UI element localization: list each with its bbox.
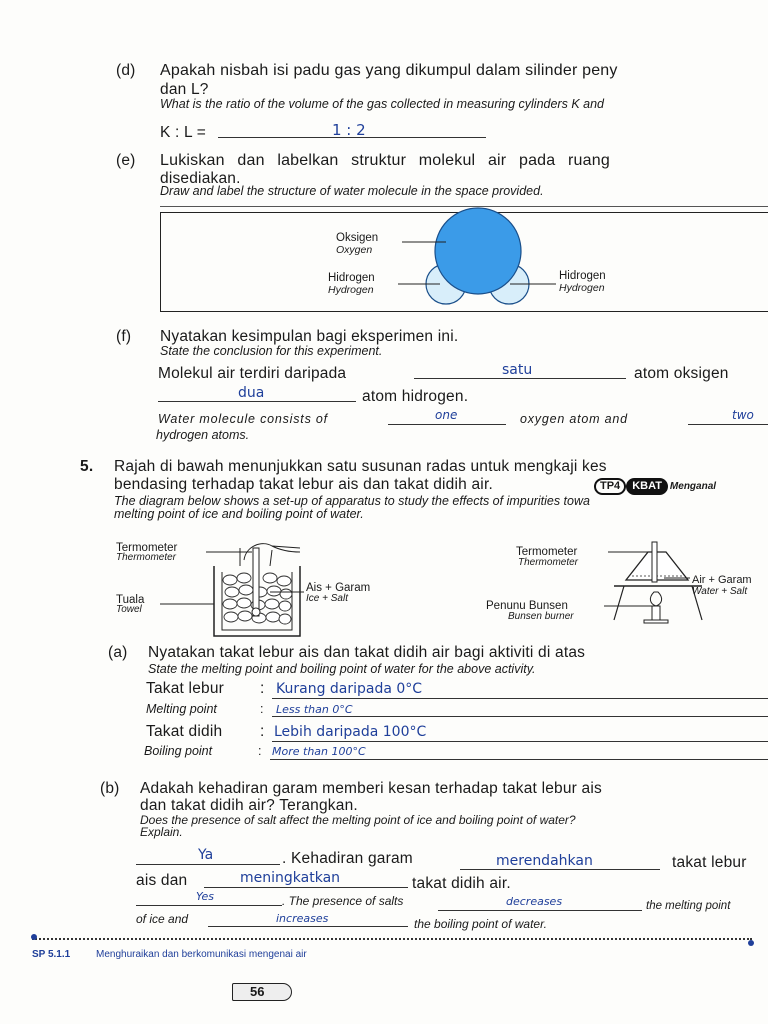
q5-intro-en-1: The diagram below shows a set-up of apparatus to study the effects of impurities towa: [114, 494, 590, 508]
q5-intro-ms-1: Rajah di bawah menunjukkan satu susunan radas untuk mengkaji kes: [114, 458, 607, 475]
oxygen-label-ms: Oksigen: [336, 232, 379, 244]
q5b-sentence-en-3: of ice and: [136, 912, 189, 926]
q5b-answer-line-6: [208, 926, 408, 927]
left-thermometer-label-en: Thermometer: [116, 552, 177, 563]
page-number: 56: [250, 984, 265, 999]
q5-intro-en-2: melting point of ice and boiling point of water.: [114, 507, 364, 521]
footer-rule-dot-right: [748, 940, 754, 946]
q5-number: 5.: [80, 458, 94, 475]
q-d-question-ms-2: dan L?: [160, 81, 209, 98]
boiling-point-label-en: Boiling point: [144, 744, 213, 758]
melting-answer-line-ms: [272, 698, 768, 699]
melting-colon: :: [260, 680, 265, 697]
boiling-point-label-ms: Takat didih: [146, 723, 223, 740]
hydrogen-left-label-en: Hydrogen: [328, 284, 374, 296]
q5b-answer-line-1: [136, 864, 280, 865]
ice-salt-label-ms: Ais + Garam: [306, 582, 371, 594]
q-d-question-en: What is the ratio of the volume of the gas collected in measuring cylinders K and: [160, 97, 604, 111]
boiling-answer-ms[interactable]: Lebih daripada 100°C: [274, 724, 427, 740]
q5a-question-en: State the melting point and boiling point of water for the above activity.: [148, 662, 536, 676]
bunsen-setup: [614, 542, 702, 623]
bunsen-label-ms: Penunu Bunsen: [486, 600, 568, 612]
ice-salt-label-en: Ice + Salt: [306, 593, 348, 604]
q5b-question-ms-2: dan takat didih air? Terangkan.: [140, 797, 358, 814]
melting-answer-line-en: [272, 716, 768, 717]
q5b-answer-line-4: [136, 905, 282, 906]
boiling-colon: :: [260, 723, 265, 740]
q5b-question-en-1: Does the presence of salt affect the melting point of ice and boiling point of water?: [140, 813, 576, 827]
melting-point-label-en: Melting point: [146, 702, 217, 716]
q-f-answer-ms-1[interactable]: satu: [502, 362, 533, 378]
oxygen-label-en: Oxygen: [336, 244, 373, 256]
q-f-answer-en-2[interactable]: two: [732, 408, 754, 422]
footer-text: Menghuraikan dan berkomunikasi mengenai air: [96, 949, 307, 960]
q5b-sentence-ms-2: takat lebur: [672, 854, 747, 871]
q5a-question-ms: Nyatakan takat lebur ais dan takat didih air bagi aktiviti di atas: [148, 644, 586, 661]
boiling-colon-en: :: [258, 744, 262, 758]
q-d-ratio-prefix: K : L =: [160, 124, 207, 141]
q5b-answer-line-5: [438, 910, 642, 911]
right-thermometer-label-en: Thermometer: [518, 557, 579, 568]
q-d-label: (d): [116, 62, 136, 79]
melting-colon-en: :: [260, 702, 264, 716]
water-salt-label-en: Water + Salt: [692, 586, 748, 597]
q-f-sentence-en-1: Water molecule consists of: [158, 412, 328, 426]
towel-label-en: Towel: [116, 604, 142, 615]
footer-rule-dot-left: [31, 934, 37, 940]
q5a-label: (a): [108, 644, 128, 661]
melting-answer-ms[interactable]: Kurang daripada 0°C: [276, 681, 423, 697]
q-f-sentence-ms-3: atom hidrogen.: [362, 388, 469, 405]
q-f-sentence-ms-1: Molekul air terdiri daripada: [158, 365, 347, 382]
q5b-answer-2[interactable]: merendahkan: [496, 853, 593, 869]
boiling-answer-line-en: [270, 759, 768, 760]
q-e-question-ms-2: disediakan.: [160, 170, 241, 187]
q-f-sentence-en-3: hydrogen atoms.: [156, 428, 250, 442]
q-f-label: (f): [116, 328, 132, 345]
q5b-label: (b): [100, 780, 120, 797]
q-f-sentence-en-2: oxygen atom and: [520, 412, 628, 426]
q5b-answer-6[interactable]: increases: [276, 912, 329, 925]
q5b-sentence-ms-3: ais dan: [136, 872, 188, 889]
right-thermometer-label-ms: Termometer: [516, 546, 578, 558]
footer-dotted-rule: [32, 938, 752, 940]
q5b-sentence-en-2: the melting point: [646, 900, 731, 912]
q5b-answer-4[interactable]: Yes: [196, 890, 215, 903]
q5-intro-ms-2: bendasing terhadap takat lebur ais dan takat didih air.: [114, 476, 493, 493]
q5b-sentence-en-4: the boiling point of water.: [414, 917, 547, 931]
q-d-question-ms: Apakah nisbah isi padu gas yang dikumpul dalam silinder peny: [160, 62, 618, 79]
q5b-question-en-2: Explain.: [140, 825, 183, 839]
q5b-question-ms-1: Adakah kehadiran garam memberi kesan terhadap takat lebur ais: [140, 780, 602, 797]
towel-label-ms: Tuala: [116, 594, 145, 606]
melting-answer-en[interactable]: Less than 0°C: [276, 703, 353, 716]
badge-caption: Menganal: [669, 481, 717, 492]
q-e-question-ms: Lukiskan dan labelkan struktur molekul air pada ruang: [160, 152, 610, 169]
q-f-question-en: State the conclusion for this experiment.: [160, 344, 383, 358]
q5b-answer-5[interactable]: decreases: [506, 895, 563, 908]
kbat-badge: KBAT: [626, 478, 668, 495]
boiling-answer-line-ms: [272, 741, 768, 742]
ice-beaker: [214, 544, 300, 636]
hydrogen-left-label-ms: Hidrogen: [328, 272, 375, 284]
q5b-answer-line-2: [460, 869, 660, 870]
q5b-sentence-ms-1: . Kehadiran garam: [282, 850, 413, 867]
bunsen-label-en: Bunsen burner: [508, 611, 574, 622]
q5b-sentence-ms-4: takat didih air.: [412, 875, 511, 892]
q5b-sentence-en-1: . The presence of salts: [282, 894, 404, 908]
q-f-sentence-ms-2: atom oksigen: [634, 365, 729, 382]
q-e-label: (e): [116, 152, 136, 169]
hydrogen-right-label-ms: Hidrogen: [559, 270, 606, 282]
q-f-question-ms: Nyatakan kesimpulan bagi eksperimen ini.: [160, 328, 459, 345]
water-salt-label-ms: Air + Garam: [692, 574, 752, 586]
boiling-answer-en[interactable]: More than 100°C: [272, 745, 366, 758]
q5b-answer-3[interactable]: meningkatkan: [240, 870, 341, 886]
q5b-answer-line-3: [204, 887, 408, 888]
left-thermometer-label-ms: Termometer: [116, 542, 178, 554]
footer-code: SP 5.1.1: [32, 949, 71, 960]
melting-point-label-ms: Takat lebur: [146, 680, 225, 697]
tp4-badge: TP4: [594, 478, 626, 495]
q-f-answer-en-1[interactable]: one: [435, 408, 458, 422]
q-f-answer-ms-2[interactable]: dua: [238, 385, 265, 401]
q5b-answer-1[interactable]: Ya: [198, 847, 214, 863]
q-e-question-en: Draw and label the structure of water molecule in the space provided.: [160, 184, 544, 198]
hydrogen-right-label-en: Hydrogen: [559, 282, 605, 294]
q-d-answer[interactable]: 1 : 2: [332, 121, 366, 139]
